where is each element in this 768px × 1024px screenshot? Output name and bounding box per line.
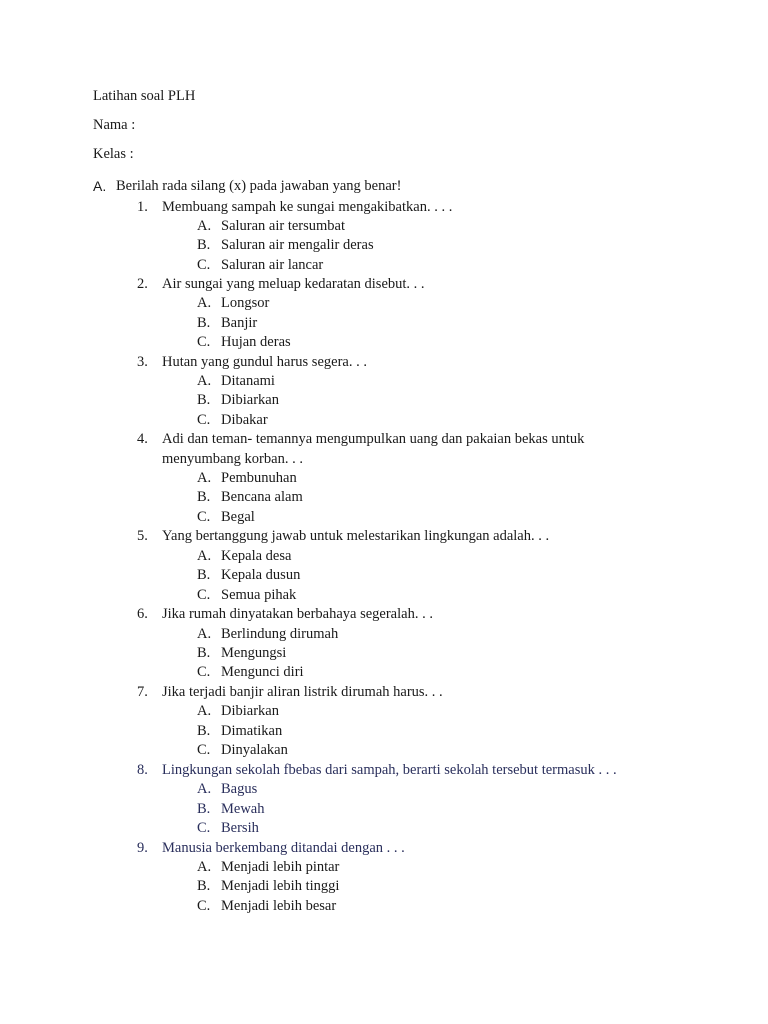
option-letter: B. <box>197 567 211 583</box>
question-number: 9. <box>137 840 148 856</box>
option-letter: C. <box>197 664 211 680</box>
question-text: Membuang sampah ke sungai mengakibatkan. . . . <box>162 199 453 215</box>
option-letter: A. <box>197 295 212 311</box>
option-letter: C. <box>197 898 211 914</box>
option-text: Mengungsi <box>221 645 287 661</box>
option-text: Saluran air tersumbat <box>221 218 346 234</box>
option-text: Berlindung dirumah <box>221 626 339 642</box>
option-letter: B. <box>197 489 211 505</box>
option-text: Mewah <box>221 801 265 817</box>
option-text: Dibiarkan <box>221 703 279 719</box>
option-text: Bagus <box>221 781 258 797</box>
option-letter: A. <box>197 703 212 719</box>
option-text: Banjir <box>221 315 258 331</box>
section-letter: A. <box>93 178 107 194</box>
option-text: Semua pihak <box>221 587 297 603</box>
option-letter: A. <box>197 859 212 875</box>
option-text: Dimatikan <box>221 723 283 739</box>
nama-label: Nama : <box>93 117 136 133</box>
option-text: Saluran air lancar <box>221 257 324 273</box>
option-letter: A. <box>197 470 212 486</box>
option-letter: A. <box>197 373 212 389</box>
option-text: Dibiarkan <box>221 392 279 408</box>
option-letter: B. <box>197 801 211 817</box>
question-number: 5. <box>137 528 148 544</box>
question-text: Yang bertanggung jawab untuk melestarikan lingkungan adalah. . . <box>162 528 550 544</box>
question-text: Jika rumah dinyatakan berbahaya segeralah. . . <box>162 606 433 622</box>
question-number: 6. <box>137 606 148 622</box>
document-title: Latihan soal PLH <box>93 88 196 104</box>
option-letter: B. <box>197 315 211 331</box>
option-letter: C. <box>197 257 211 273</box>
question-text: Jika terjadi banjir aliran listrik dirumah harus. . . <box>162 684 443 700</box>
option-letter: C. <box>197 820 211 836</box>
question-text: Hutan yang gundul harus segera. . . <box>162 354 367 370</box>
option-letter: A. <box>197 626 212 642</box>
option-letter: B. <box>197 645 211 661</box>
question-number: 1. <box>137 199 148 215</box>
option-letter: A. <box>197 218 212 234</box>
option-text: Begal <box>221 509 255 525</box>
option-letter: C. <box>197 509 211 525</box>
option-letter: C. <box>197 334 211 350</box>
question-number: 4. <box>137 431 148 447</box>
option-text: Bencana alam <box>221 489 303 505</box>
option-text: Kepala desa <box>221 548 292 564</box>
option-text: Menjadi lebih besar <box>221 898 337 914</box>
question-number: 2. <box>137 276 148 292</box>
question-text-continued: menyumbang korban. . . <box>162 451 303 467</box>
question-number: 3. <box>137 354 148 370</box>
question-text: Air sungai yang meluap kedaratan disebut. . . <box>162 276 425 292</box>
option-letter: B. <box>197 392 211 408</box>
option-text: Kepala dusun <box>221 567 301 583</box>
question-text: Lingkungan sekolah fbebas dari sampah, berarti sekolah tersebut termasuk . . . <box>162 762 617 778</box>
section-instruction: Berilah rada silang (x) pada jawaban yang benar! <box>116 178 402 194</box>
option-text: Hujan deras <box>221 334 291 350</box>
option-letter: A. <box>197 548 212 564</box>
option-letter: C. <box>197 742 211 758</box>
option-text: Mengunci diri <box>221 664 304 680</box>
option-letter: A. <box>197 781 212 797</box>
option-letter: C. <box>197 587 211 603</box>
option-text: Saluran air mengalir deras <box>221 237 374 253</box>
option-letter: B. <box>197 723 211 739</box>
option-letter: B. <box>197 878 211 894</box>
option-text: Dinyalakan <box>221 742 288 758</box>
question-number: 7. <box>137 684 148 700</box>
option-text: Menjadi lebih tinggi <box>221 878 340 894</box>
option-text: Ditanami <box>221 373 275 389</box>
question-number: 8. <box>137 762 148 778</box>
kelas-label: Kelas : <box>93 146 134 162</box>
option-text: Pembunuhan <box>221 470 297 486</box>
question-text: Adi dan teman- temannya mengumpulkan uang dan pakaian bekas untuk <box>162 431 585 447</box>
question-text: Manusia berkembang ditandai dengan . . . <box>162 840 405 856</box>
option-letter: B. <box>197 237 211 253</box>
option-text: Dibakar <box>221 412 268 428</box>
option-letter: C. <box>197 412 211 428</box>
option-text: Longsor <box>221 295 270 311</box>
option-text: Bersih <box>221 820 259 836</box>
option-text: Menjadi lebih pintar <box>221 859 340 875</box>
